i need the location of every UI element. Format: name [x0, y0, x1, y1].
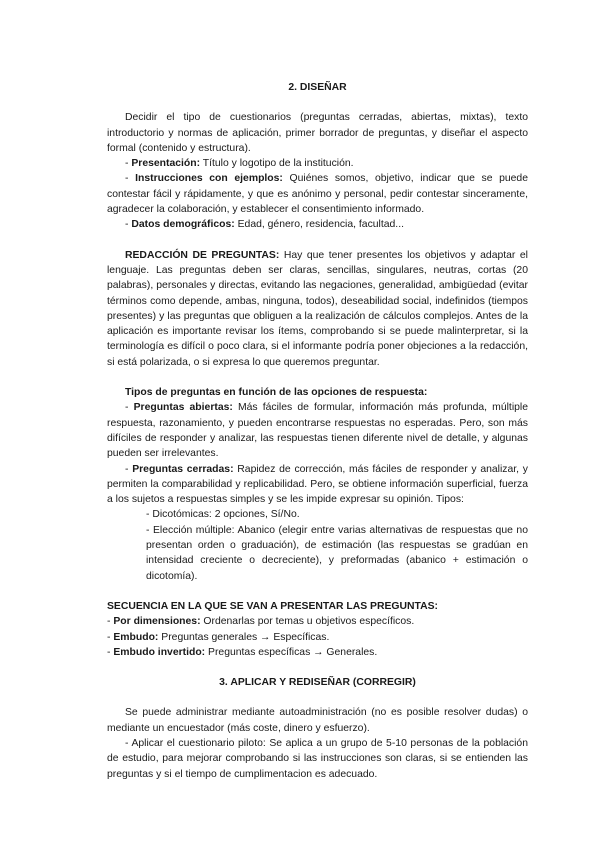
- item-label: Preguntas cerradas:: [132, 463, 234, 475]
- item-label: Embudo invertido:: [113, 646, 206, 658]
- item-label: Instrucciones con ejemplos:: [135, 173, 283, 185]
- section-2-intro: Decidir el tipo de cuestionarios (preguntas cerradas, abiertas, mixtas), texto introductorio y normas de aplicación, primer borrador de preguntas, y diseñar el aspecto formal (contenido y estructura).: [107, 112, 528, 154]
- secuencia-heading-text: SECUENCIA EN LA QUE SE VAN A PRESENTAR LAS PREGUNTAS:: [107, 600, 438, 612]
- item-dimensiones: - Por dimensiones: Ordenarlas por temas u objetivos específicos.: [107, 616, 415, 628]
- item-text: Quiénes somos, objetivo, indicar que se puede contestar fácil y rápidamente, y que es anónimo y personal, pedir contestar sinceramente, agradecer la colaboración, y establecer el consentimiento informado.: [107, 173, 528, 216]
- item-text: Título y logotipo de la institución.: [200, 158, 354, 170]
- tipos-heading: [107, 385, 528, 400]
- item-label: Preguntas abiertas:: [133, 402, 233, 414]
- redaccion-text: Hay que tener presentes los objetivos y adaptar el lenguaje. Las preguntas deben ser claras, sencillas, singulares, neutras, cortas (20 palabras), personales y directas, evitando las negaciones, generalidad, ambigüedad (evitar términos como depende, ambas, ninguna, todos), deseabilidad social, indefinidos (tiempos presentes) y las preguntas que obliguen a la realización de cálculos complejos. Antes de la aplicación es importante revisar los ítems, comprobando si se puede malinterpretar, si la terminología es difícil o poco clara, si el informante podría poner objeciones a la redacción, si está polarizada, o si expresa lo que queremos preguntar.: [107, 249, 528, 368]
- item-text: Preguntas generales → Específicas.: [158, 631, 330, 643]
- item-presentacion: - Presentación: Título y logotipo de la institución.: [125, 158, 354, 170]
- item-datos: - Datos demográficos: Edad, género, residencia, facultad...: [125, 219, 404, 231]
- section-2-heading: 2. DISEÑAR: [288, 82, 347, 93]
- item-dicotomicas: - Dicotómicas: 2 opciones, Sí/No.: [146, 509, 300, 521]
- tipos-heading-text: Tipos de preguntas en función de las opciones de respuesta:: [125, 387, 428, 399]
- item-embudo: - Embudo: Preguntas generales → Específicas.: [107, 631, 330, 643]
- item-text: Edad, género, residencia, facultad...: [234, 219, 404, 231]
- redaccion-label: REDACCIÓN DE PREGUNTAS:: [125, 249, 280, 261]
- secuencia-heading: [107, 599, 528, 614]
- item-text: Más fáciles de formular, información más profunda, múltiple respuesta, razonamiento, y pueden encontrarse respuestas no esperadas. Pero, son más difíciles de responder y analizar, las respuestas tienen diferente nivel de detalle, y algunas pueden ser irrelevantes.: [107, 402, 528, 460]
- item-cerradas: - Preguntas cerradas: Rapidez de corrección, más fáciles de responder y analizar, y permiten la comparabilidad y replicabilidad. Pero, se obtiene información superficial, fuerza a los sujetos a respuestas simples y se les impide expresar su opinión. Tipos:: [107, 463, 528, 506]
- item-instrucciones: - Instrucciones con ejemplos: Quiénes somos, objetivo, indicar que se puede contestar fácil y rápidamente, y que es anónimo y personal, pedir contestar sinceramente, agradecer la colaboración, y establecer el consentimiento informado.: [107, 173, 528, 216]
- item-eleccion: - Elección múltiple: Abanico (elegir entre varias alternativas de respuestas que no presentan orden o graduación), de estimación (las respuestas se gradúan en intensidad creciente o decreciente), y preformadas (abanico + estimación o dicotomía).: [146, 524, 528, 582]
- item-text: Ordenarlas por temas u objetivos específicos.: [200, 616, 415, 628]
- section-3-p1: Se puede administrar mediante autoadministración (no es posible resolver dudas) o mediante un encuestador (más coste, dinero y esfuerzo).: [107, 707, 528, 734]
- section-3-p2: - Aplicar el cuestionario piloto: Se aplica a un grupo de 5-10 personas de la población de estudio, para mejorar comprobando si las instrucciones son claras, si se entienden las preguntas y si el tiempo de cumplimentacion es adecuado.: [107, 737, 528, 780]
- item-label: Embudo:: [113, 631, 159, 643]
- item-label: Datos demográficos:: [131, 219, 235, 231]
- section-3-heading: 3. APLICAR Y REDISEÑAR (CORREGIR): [219, 677, 416, 689]
- item-label: Presentación:: [131, 158, 201, 170]
- item-embudo-invertido: - Embudo invertido: Preguntas específicas → Generales.: [107, 646, 378, 658]
- item-label: Por dimensiones:: [113, 616, 201, 628]
- item-text: Rapidez de corrección, más fáciles de responder y analizar, y permiten la comparabilidad y replicabilidad. Pero, se obtiene información superficial, fuerza a los sujetos a respuestas simples y se les impide expresar su opinión. Tipos:: [107, 463, 528, 506]
- item-abiertas: - Preguntas abiertas: Más fáciles de formular, información más profunda, múltiple respuesta, razonamiento, y pueden encontrarse respuestas no esperadas. Pero, son más difíciles de responder y analizar, las respuestas tienen diferente nivel de detalle, y algunas pueden ser irrelevantes.: [107, 402, 528, 460]
- redaccion-paragraph: [107, 248, 528, 370]
- document-page: [107, 80, 528, 782]
- item-text: Preguntas específicas → Generales.: [205, 646, 378, 658]
